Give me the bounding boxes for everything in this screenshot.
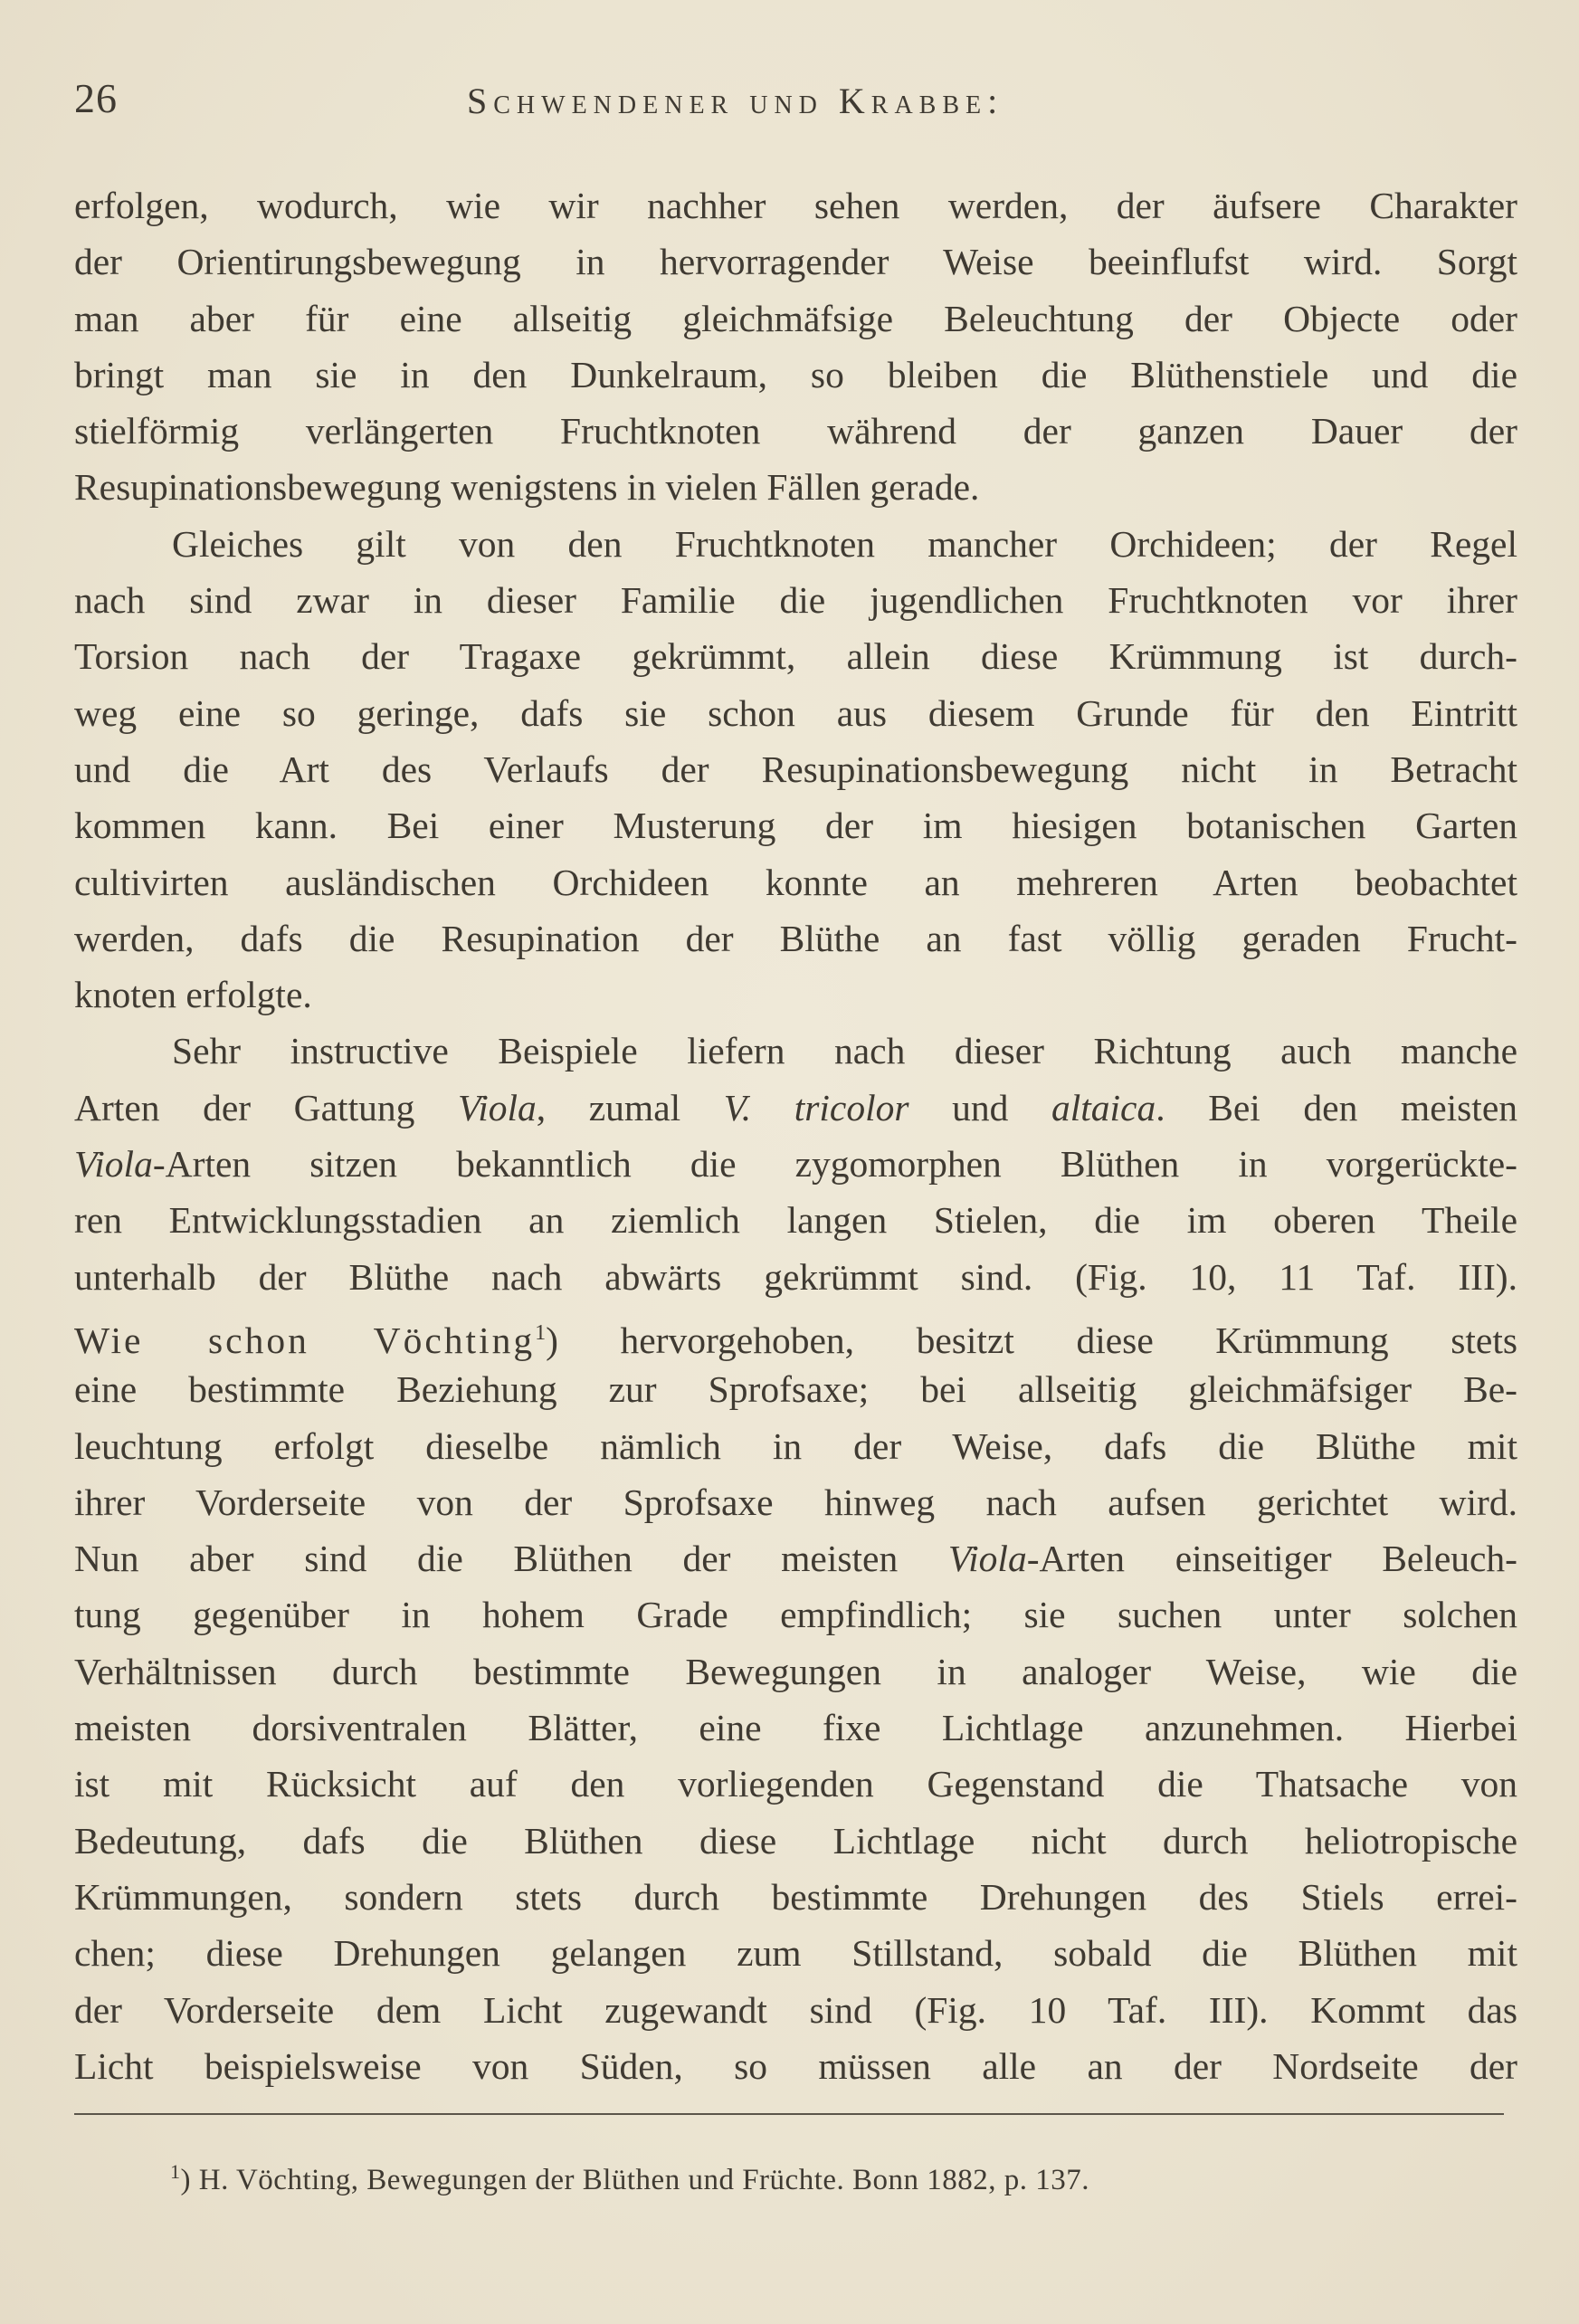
italic-genus: Viola — [457, 1086, 537, 1129]
text-line: Bedeutung, dafs die Blüthen diese Lichtlage nicht durch heliotropische — [74, 1819, 1517, 1862]
text-line: stielförmig verlängerten Fruchtknoten während der ganzen Dauer der — [74, 410, 1517, 452]
text-line: tung gegenüber in hohem Grade empfindlich; sie suchen unter solchen — [74, 1594, 1517, 1636]
text-line: und die Art des Verlaufs der Resupinationsbewegung nicht in Betracht — [74, 748, 1517, 790]
italic-species: V. tricolor — [723, 1086, 909, 1129]
page-number: 26 — [74, 75, 118, 121]
text-line: ren Entwicklungsstadien an ziemlich langen Stielen, die im oberen Theile — [74, 1199, 1517, 1242]
text-line: eine bestimmte Beziehung zur Sprofsaxe; bei allseitig gleichmäfsiger Be- — [74, 1368, 1517, 1411]
text-line: kommen kann. Bei einer Musterung der im hiesigen botanischen Garten — [74, 805, 1517, 847]
text-run: und — [908, 1086, 1051, 1129]
text-line: leuchtung erfolgt dieselbe nämlich in der Weise, dafs die Blüthe mit — [74, 1424, 1517, 1467]
text-line — [74, 1136, 1517, 1192]
text-line: der Vorderseite dem Licht zugewandt sind (Fig. 10 Taf. III). Kommt das — [74, 1988, 1517, 2031]
italic-genus: Viola — [947, 1538, 1027, 1580]
text-line: erfolgen, wodurch, wie wir nachher sehen werden, der äufsere Charakter — [74, 185, 1517, 226]
body-text — [74, 177, 1517, 2094]
running-head: Schwendener und Krabbe: — [467, 81, 1004, 121]
text-line: chen; diese Drehungen gelangen zum Stillstand, sobald die Blüthen mit — [74, 1932, 1517, 1975]
footnote — [170, 2160, 1089, 2197]
text-line — [74, 1305, 1517, 1361]
text-run: . Bei den meisten — [1156, 1086, 1518, 1129]
text-run: -Arten sitzen bekanntlich die zygomorphen Blüthen in vorgerückte- — [152, 1143, 1517, 1186]
text-line: Verhältnissen durch bestimmte Bewegungen in analoger Weise, wie die — [74, 1650, 1517, 1692]
text-line: werden, dafs die Resupination der Blüthe an fast völlig geraden Frucht- — [74, 917, 1517, 959]
footnote-text: ) H. Vöchting, Bewegungen der Blüthen und Früchte. Bonn 1882, p. 137. — [180, 2164, 1090, 2196]
text-line — [74, 1530, 1517, 1586]
text-run: ) hervorgehoben, besitzt diese Krümmung stets — [546, 1319, 1517, 1361]
italic-genus: Viola — [74, 1143, 153, 1186]
text-line: ist mit Rücksicht auf den vorliegenden Gegenstand die Thatsache von — [74, 1763, 1517, 1805]
text-line: der Orientirungsbewegung in hervorragender Weise beeinflufst wird. Sorgt — [74, 241, 1517, 283]
text-line: weg eine so geringe, dafs sie schon aus diesem Grunde für den Eintritt — [74, 691, 1517, 734]
text-line: Sehr instructive Beispiele liefern nach dieser Richtung auch manche — [172, 1030, 1517, 1072]
text-line: Torsion nach der Tragaxe gekrümmt, allein diese Krümmung ist durch- — [74, 635, 1517, 678]
text-run: -Arten einseitiger Beleuch- — [1026, 1538, 1517, 1580]
text-line: Krümmungen, sondern stets durch bestimmte Drehungen des Stiels errei- — [74, 1875, 1517, 1918]
text-line: cultivirten ausländischen Orchideen konnte an mehreren Arten beobachtet — [74, 861, 1517, 903]
footnote-marker: 1 — [170, 2160, 181, 2183]
text-line — [74, 1080, 1517, 1136]
text-line: ihrer Vorderseite von der Sprofsaxe hinweg nach aufsen gerichtet wird. — [74, 1481, 1517, 1523]
italic-species: altaica — [1051, 1086, 1156, 1129]
footnote-rule — [74, 2113, 1504, 2115]
text-line: man aber für eine allseitig gleichmäfsige Beleuchtung der Objecte oder — [74, 297, 1517, 339]
text-line: Gleiches gilt von den Fruchtknoten mancher Orchideen; der Regel — [172, 522, 1517, 565]
text-run: Wie schon Vöchting — [74, 1319, 536, 1361]
text-line: knoten erfolgte. — [74, 974, 312, 1016]
text-line: bringt man sie in den Dunkelraum, so bleiben die Blüthenstiele und die — [74, 353, 1517, 395]
text-run: Arten der Gattung — [74, 1086, 458, 1129]
text-line: meisten dorsiventralen Blätter, eine fixe Lichtlage anzunehmen. Hierbei — [74, 1707, 1517, 1749]
text-line: Resupinationsbewegung wenigstens in vielen Fällen gerade. — [74, 466, 980, 509]
text-run: , zumal — [536, 1086, 724, 1129]
text-run: Nun aber sind die Blüthen der meisten — [74, 1538, 948, 1580]
text-line: nach sind zwar in dieser Familie die jugendlichen Fruchtknoten vor ihrer — [74, 579, 1517, 622]
text-line: unterhalb der Blüthe nach abwärts gekrümmt sind. (Fig. 10, 11 Taf. III). — [74, 1255, 1517, 1298]
footnote-ref: 1 — [535, 1320, 547, 1345]
text-line: Licht beispielsweise von Süden, so müssen alle an der Nordseite der — [74, 2044, 1517, 2087]
